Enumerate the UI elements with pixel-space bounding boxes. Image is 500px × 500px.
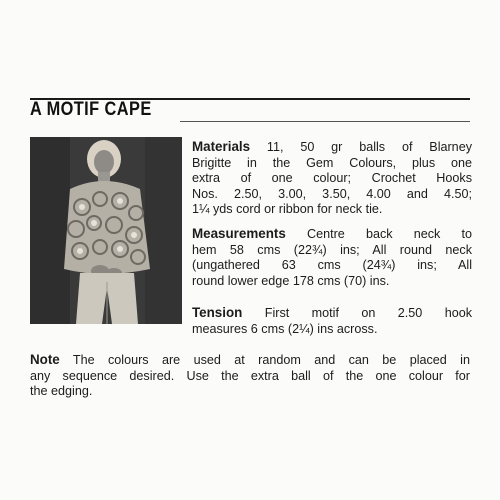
materials-line-3: extra of one colour; Crochet Hooks <box>192 171 472 186</box>
tension-label: Tension <box>192 305 243 320</box>
title-bottom-rule <box>180 121 470 122</box>
note-line-3: the edging. <box>30 384 93 399</box>
materials-section <box>192 139 472 218</box>
note-line-2: any sequence desired. Use the extra ball of the one colour for <box>30 368 470 383</box>
materials-line-4: Nos. 2.50, 3.00, 3.50, 4.00 and 4.50; <box>192 186 472 201</box>
measurements-line-2: hem 58 cms (22¾) ins; All round neck <box>192 242 472 257</box>
materials-label: Materials <box>192 139 251 154</box>
measurements-line-3: (ungathered 63 cms (24¾) ins; All <box>192 258 472 273</box>
measurements-label: Measurements <box>192 226 286 241</box>
measurements-line-4: round lower edge 178 cms (70) ins. <box>192 273 390 288</box>
measurements-line-1: Measurements Centre back neck to <box>192 226 472 241</box>
note-line-1: Note The colours are used at random and can be placed in <box>30 352 470 367</box>
tension-line-1: Tension First motif on 2.50 hook <box>192 305 472 320</box>
tension-section <box>192 305 472 337</box>
tension-line-2: measures 6 cms (2¼) ins across. <box>192 321 378 336</box>
pattern-title: A MOTIF CAPE <box>30 99 152 120</box>
measurements-section <box>192 226 472 289</box>
woman-wearing-motif-cape-photo <box>30 137 182 324</box>
materials-line-5: 1¼ yds cord or ribbon for neck tie. <box>192 202 383 217</box>
note-label: Note <box>30 352 60 367</box>
note-section <box>30 352 470 400</box>
materials-line-1: Materials 11, 50 gr balls of Blarney <box>192 139 472 154</box>
materials-line-2: Brigitte in the Gem Colours, plus one <box>192 155 472 170</box>
